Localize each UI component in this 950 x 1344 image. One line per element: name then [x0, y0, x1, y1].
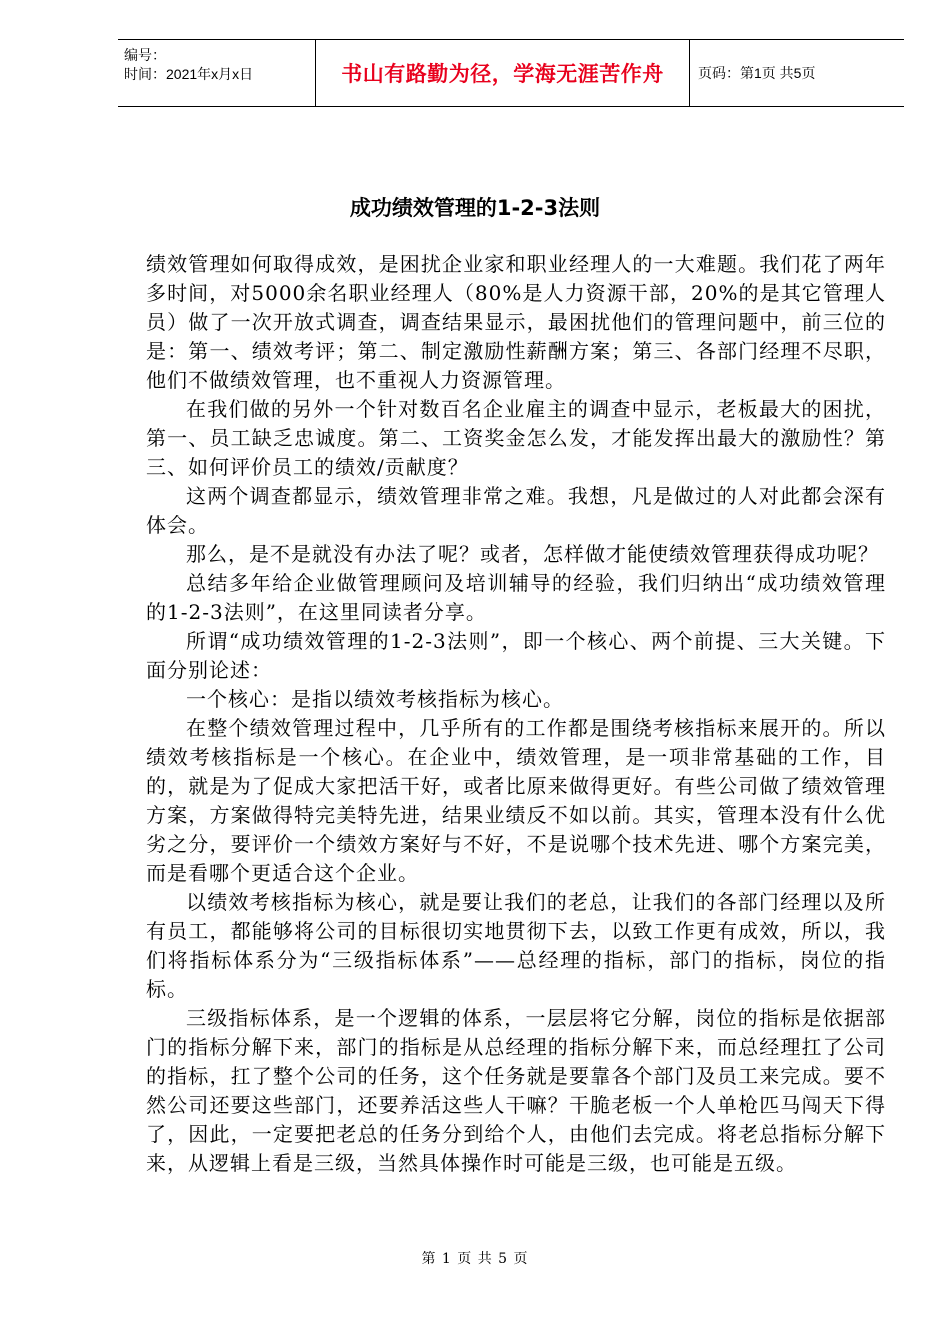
- document-time-label: 时间：2021年x月x日: [124, 66, 254, 82]
- header-motto: 书山有路勤为径，学海无涯苦作舟: [341, 62, 664, 86]
- header-page-cell: [690, 40, 904, 106]
- document-title: 成功绩效管理的1-2-3法则: [349, 196, 601, 220]
- body-paragraph: 在我们做的另外一个针对数百名企业雇主的调查中显示，老板最大的困扰，第一、员工缺乏忠诚度。第二、工资奖金怎么发，才能发挥出最大的激励性？第三、如何评价员工的绩效/贡献度？: [146, 397, 886, 479]
- page-header: [118, 39, 904, 107]
- body-paragraph: 一个核心：是指以绩效考核指标为核心。: [186, 687, 564, 711]
- body-paragraph: 三级指标体系，是一个逻辑的体系，一层层将它分解，岗位的指标是依据部门的指标分解下来，部门的指标是从总经理的指标分解下来，而总经理扛了公司的指标，扛了整个公司的任务，这个任务就是要靠各个部门及员工来完成。要不然公司还要这些部门，还要养活这些人干嘛？干脆老板一个人单枪匹马闯天下得了，因此，一定要把老总的任务分到给个人，由他们去完成。将老总指标分解下来，从逻辑上看是三级，当然具体操作时可能是三级，也可能是五级。: [146, 1006, 886, 1175]
- page-footer: 第 1 页 共 5 页: [421, 1251, 529, 1267]
- body-paragraph: 以绩效考核指标为核心，就是要让我们的老总，让我们的各部门经理以及所有员工，都能够将公司的目标很切实地贯彻下去，以致工作更有成效，所以，我们将指标体系分为“三级指标体系”——总经理的指标，部门的指标，岗位的指标。: [146, 890, 886, 1001]
- body-paragraph: 绩效管理如何取得成效，是困扰企业家和职业经理人的一大难题。我们花了两年多时间，对5000余名职业经理人（80%是人力资源干部，20%的是其它管理人员）做了一次开放式调查，调查结果显示，最困扰他们的管理问题中，前三位的是：第一、绩效考评；第二、制定激励性薪酬方案；第三、各部门经理不尽职，他们不做绩效管理，也不重视人力资源管理。: [146, 252, 886, 392]
- document-body: [146, 250, 886, 1178]
- body-paragraph: 总结多年给企业做管理顾问及培训辅导的经验，我们归纳出“成功绩效管理的1-2-3法则”，在这里同读者分享。: [146, 571, 886, 624]
- header-page-info: 页码：第1页 共5页: [698, 65, 816, 81]
- body-paragraph: 这两个调查都显示，绩效管理非常之难。我想，凡是做过的人对此都会深有体会。: [146, 484, 886, 537]
- body-paragraph: 那么，是不是就没有办法了呢？或者，怎样做才能使绩效管理获得成功呢？: [186, 542, 879, 566]
- header-info-cell: [118, 40, 316, 106]
- body-paragraph: 所谓“成功绩效管理的1-2-3法则”，即一个核心、两个前提、三大关键。下面分别论述：: [146, 629, 886, 682]
- body-paragraph: 在整个绩效管理过程中，几乎所有的工作都是围绕考核指标来展开的。所以绩效考核指标是一个核心。在企业中，绩效管理，是一项非常基础的工作，目的，就是为了促成大家把活干好，或者比原来做得更好。有些公司做了绩效管理方案，方案做得特完美特先进，结果业绩反不如以前。其实，管理本没有什么优劣之分，要评价一个绩效方案好与不好，不是说哪个技术先进、哪个方案完美，而是看哪个更适合这个企业。: [146, 716, 886, 885]
- header-motto-cell: [316, 40, 690, 106]
- document-number-label: 编号：: [124, 47, 166, 63]
